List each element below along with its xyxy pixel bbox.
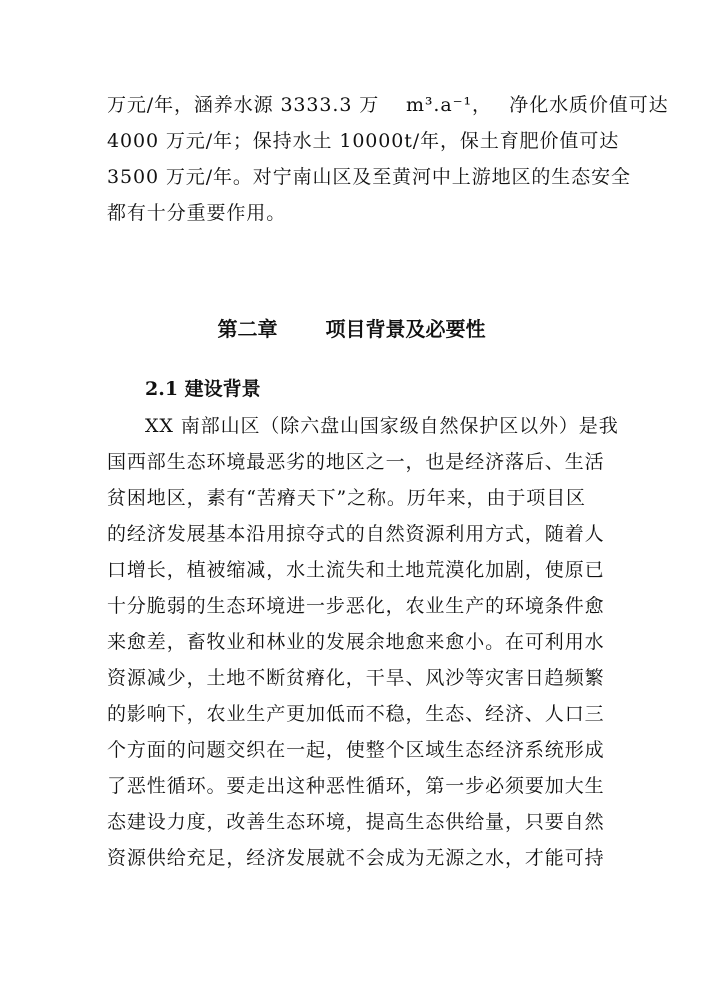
body-line-10: 个方面的问题交织在一起，使整个区域生态经济系统形成 xyxy=(107,739,605,761)
body-line-9: 的影响下，农业生产更加低而不稳，生态、经济、人口三 xyxy=(107,703,605,725)
body-line-1: XX 南部山区（除六盘山国家级自然保护区以外）是我 xyxy=(145,415,619,437)
chapter-number: 第二章 xyxy=(217,317,278,341)
chapter-heading xyxy=(0,316,703,342)
body-line-5: 口增长，植被缩减，水土流失和土地荒漠化加剧，使原已 xyxy=(107,559,605,581)
body-line-3: 贫困地区，素有“苦瘠天下”之称。历年来，由于项目区 xyxy=(107,487,586,509)
chapter-title: 项目背景及必要性 xyxy=(325,317,486,341)
section-heading: 2.1 建设背景 xyxy=(145,378,261,400)
body-line-12: 态建设力度，改善生态环境，提高生态供给量，只要自然 xyxy=(107,811,605,833)
body-line-8: 资源减少，土地不断贫瘠化，干旱、风沙等灾害日趋频繁 xyxy=(107,667,605,689)
intro-line-1: 万元/年，涵养水源 3333.3 万 m³.a⁻¹， 净化水质价值可达 xyxy=(107,94,669,116)
intro-line-3: 3500 万元/年。对宁南山区及至黄河中上游地区的生态安全 xyxy=(107,166,631,188)
body-line-7: 来愈差，畜牧业和林业的发展余地愈来愈小。在可利用水 xyxy=(107,631,605,653)
intro-line-4: 都有十分重要作用。 xyxy=(107,202,287,224)
intro-line-2: 4000 万元/年；保持水土 10000t/年，保土育肥价值可达 xyxy=(107,130,620,152)
body-line-11: 了恶性循环。要走出这种恶性循环，第一步必须要加大生 xyxy=(107,775,605,797)
body-line-4: 的经济发展基本沿用掠夺式的自然资源利用方式，随着人 xyxy=(107,523,605,545)
body-line-13: 资源供给充足，经济发展就不会成为无源之水，才能可持 xyxy=(107,847,605,869)
body-line-6: 十分脆弱的生态环境进一步恶化，农业生产的环境条件愈 xyxy=(107,595,605,617)
body-line-2: 国西部生态环境最恶劣的地区之一，也是经济落后、生活 xyxy=(107,451,605,473)
